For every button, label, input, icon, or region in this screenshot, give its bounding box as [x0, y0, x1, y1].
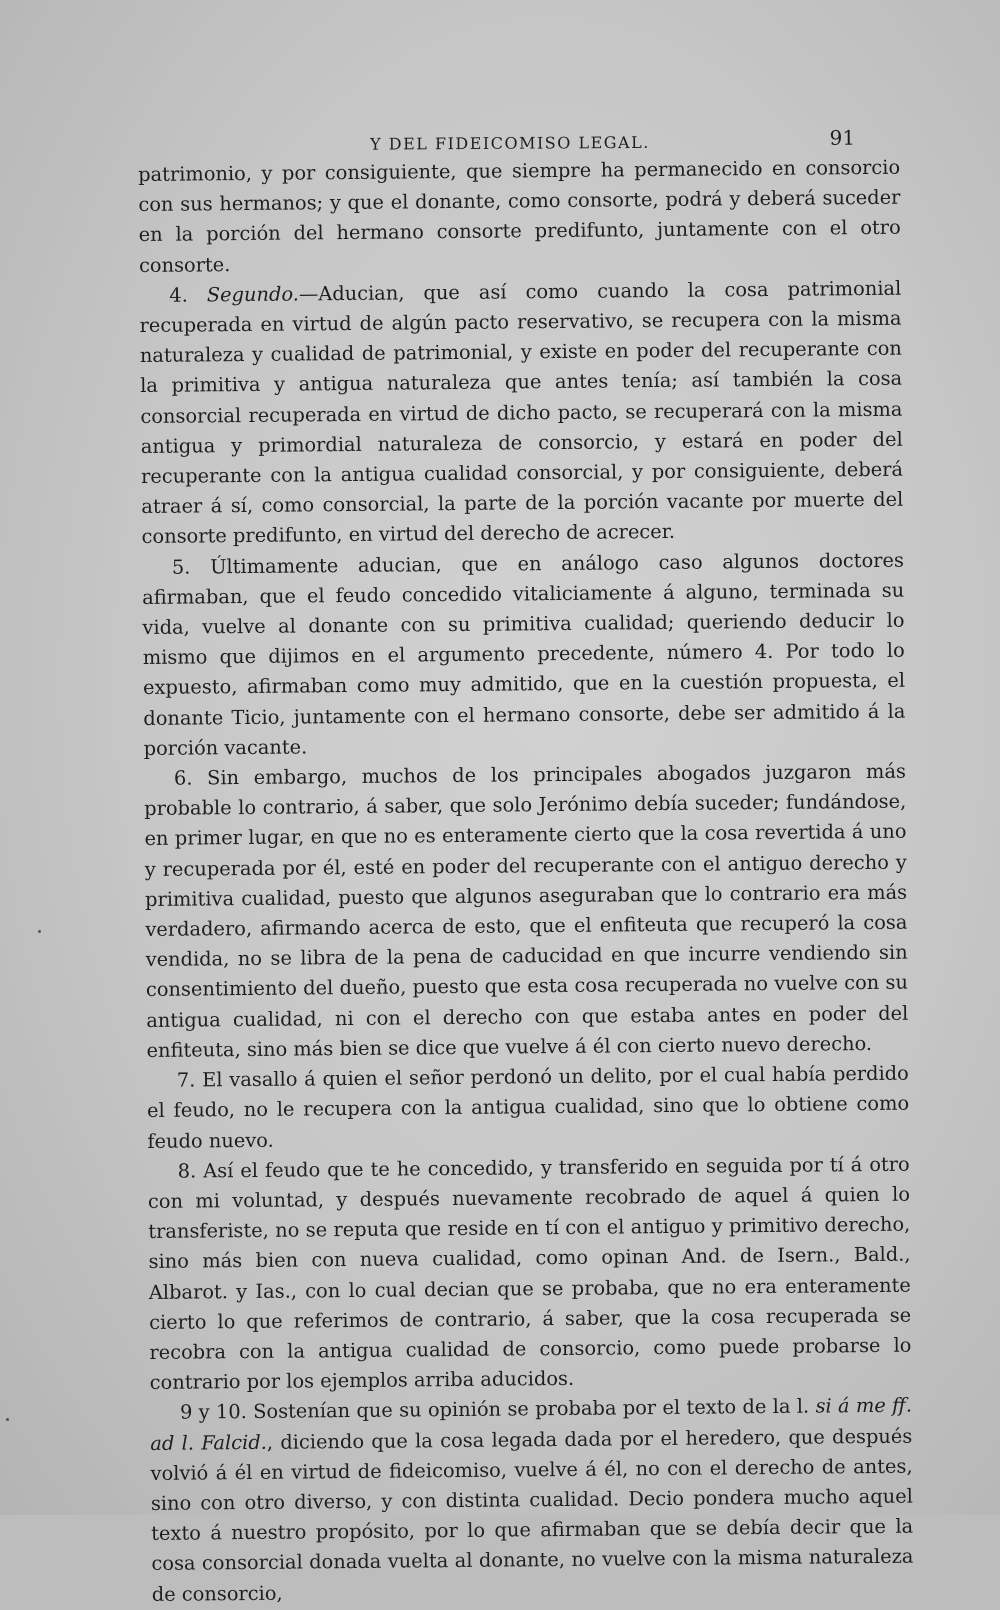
- paragraph-text: El vasallo á quien el señor perdonó un delito, por el cual había perdido el feudo, no le recupera con la antigua cualidad, sino que lo obtiene como feudo nuevo.: [147, 1061, 910, 1153]
- paragraph-text: Sin embargo, muchos de los principales abogados juzgaron más probable lo contrario, á saber, que solo Jerónimo debía suceder; fundándose, en primer lugar, en que no es enteramente cierto que la cosa revertida á uno y recuperada por él, esté en poder del recuperante con el antiguo derecho y primitiva cualidad, puesto que algunos aseguraban que lo contrario era más verdadero, afirmando acerca de esto, que el enfiteuta que recuperó la cosa vendida, no se libra de la pena de caducidad en que incurre vendiendo sin consentimiento del dueño, puesto que esta cosa recuperada no vuelve con su antigua cualidad, ni con el derecho con que estaba antes en poder del enfiteuta, sino más bien se dice que vuelve á él con cierto nuevo derecho.: [144, 759, 909, 1062]
- paragraph-text: Así el feudo que te he concedido, y transferido en seguida por tí á otro con mi voluntad, y después nuevamente recobrado de aquel á quien lo transferiste, no se reputa que reside en tí con el antiguo y primitivo derecho, sino más bien con nueva cualidad, como opinan And. de Isern., Bald., Albarot. y Ias., con lo cual decian que se probaba, que no era enteramente cierto lo que referimos de contrario, á saber, que la cosa recuperada se recobra con la antigua cualidad de consorcio, como puede probarse lo contrario por los ejemplos arriba aducidos.: [147, 1152, 912, 1395]
- paragraph-8: [148, 1149, 912, 1398]
- paragraph-number: 6.: [173, 766, 193, 790]
- paragraph-text: Sostenían que su opinión se probaba por el texto de la l.: [253, 1394, 816, 1424]
- paragraph-text: , diciendo que la cosa legada dada por el heredero, que después volvió á él en virtud de fideicomiso, vuelve á él, no con el derecho de antes, sino con otro diverso, y con distinta cualidad. Decio pondera mucho aquel texto á nuestro propósito, por lo que afirmaban que se debía decir que la cosa consorcial donada vuelta al donante, no vuelve con la misma naturaleza de consorcio,: [150, 1424, 914, 1606]
- paragraph-9-10: [150, 1391, 914, 1610]
- paragraph-5: [142, 545, 906, 764]
- paragraph-number: 7.: [176, 1068, 196, 1092]
- paragraph-6: [144, 757, 909, 1066]
- paragraph-number: 5.: [171, 555, 191, 579]
- paragraph-continuation: [138, 153, 901, 281]
- paper-speck: [38, 930, 41, 933]
- citation-italic: si á me ff. ad l. Falcid.: [150, 1393, 913, 1455]
- paragraph-number: 4.: [169, 283, 188, 307]
- paragraph-text: patrimonio, y por consiguiente, que siempre ha permanecido en consorcio con sus hermanos; y que el donante, como consorte, podrá y deberá suceder en la porción del hermano consorte predifunto, juntamente con el otro consorte.: [138, 155, 901, 277]
- paragraph-number: 8.: [177, 1159, 197, 1183]
- page-number: 91: [829, 125, 856, 150]
- paragraph-7: [147, 1059, 910, 1157]
- paragraph-number: 9 y 10.: [179, 1400, 247, 1424]
- body-text: [138, 153, 914, 1610]
- running-title: Y DEL FIDEICOMISO LEGAL.: [370, 132, 650, 154]
- paragraph-4: [139, 273, 904, 552]
- paper-speck: [6, 1418, 9, 1421]
- paragraph-lead: Segundo.: [206, 282, 299, 307]
- paragraph-text: —Aducian, que así como cuando la cosa patrimonial recuperada en virtud de algún pacto reservativo, se recupera con la misma naturaleza y cualidad de patrimonial, y existe en poder del recuperante con la primitiva y antigua naturaleza que antes tenía; así también la cosa consorcial recuperada en virtud de dicho pacto, se recuperará con la misma antigua y primordial naturaleza de consorcio, y estará en poder del recuperante con la antigua cualidad consorcial, y por consiguiente, deberá atraer á sí, como consorcial, la parte de la porción vacante por muerte del consorte predifunto, en virtud del derecho de acrecer.: [139, 276, 904, 549]
- paragraph-text: Últimamente aducian, que en análogo caso algunos doctores afirmaban, que el feudo concedido vitaliciamente á alguno, terminada su vida, vuelve al donante con su primitiva cualidad; queriendo deducir lo mismo que dijimos en el argumento precedente, número 4. Por todo lo expuesto, afirmaban como muy admitido, que en la cuestión propuesta, el donante Ticio, juntamente con el hermano consorte, debe ser admitido á la porción vacante.: [142, 548, 906, 760]
